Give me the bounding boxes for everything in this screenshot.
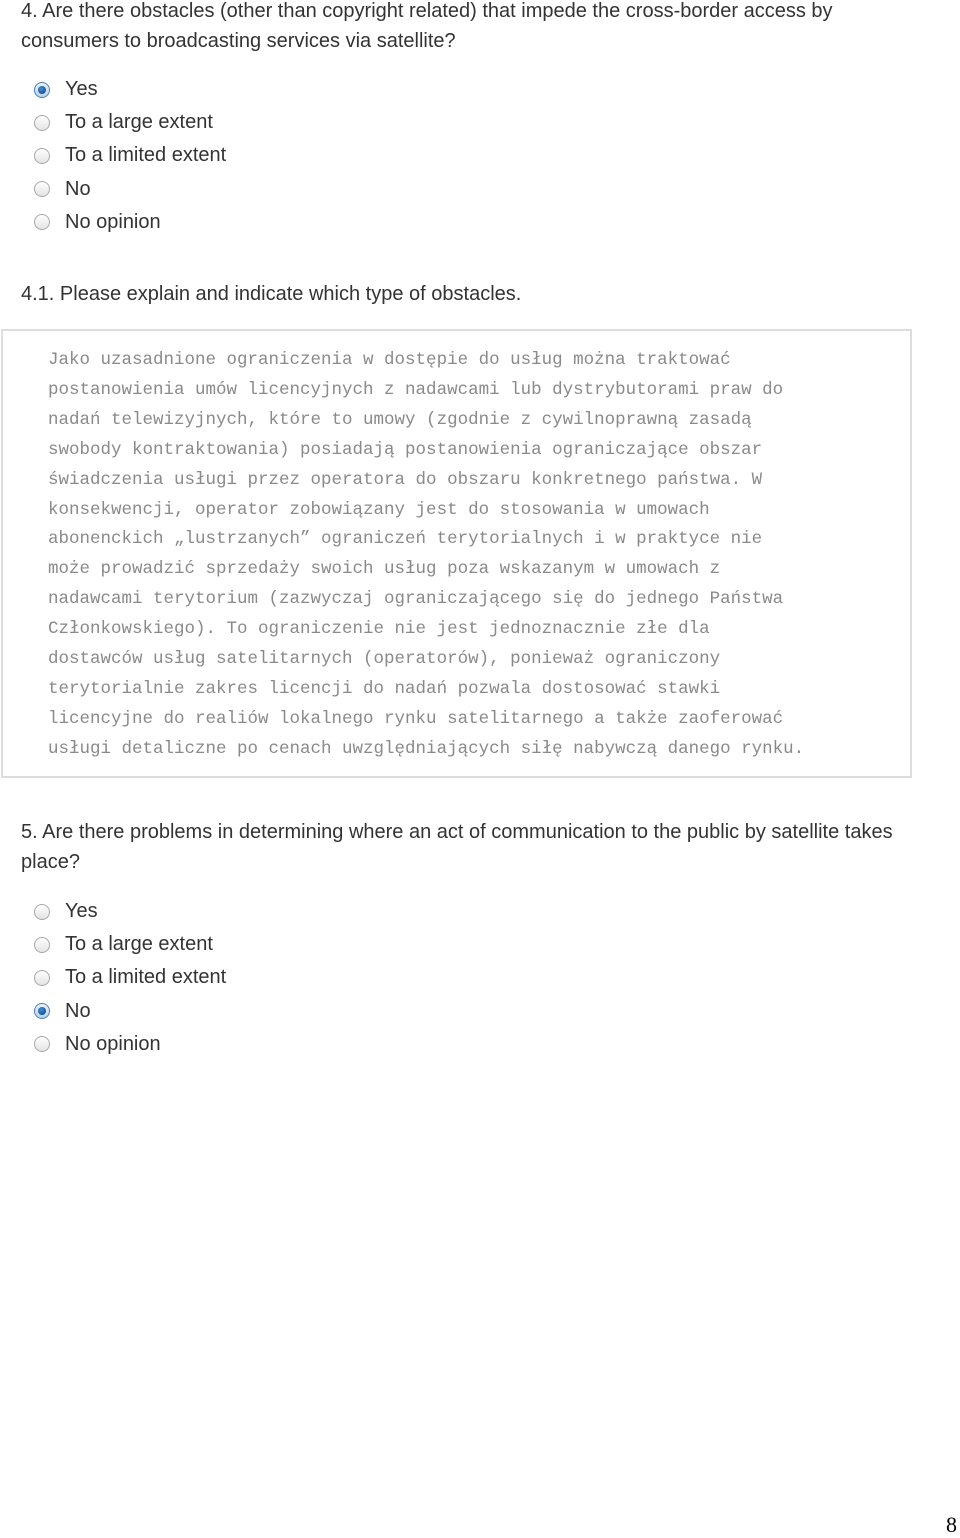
question-5-options [33,895,226,1061]
q4-option-no-opinion[interactable] [33,206,226,239]
q5-option-label: To a limited extent [65,966,227,989]
answer-line: konsekwencji, operator zobowiązany jest do stosowania w umowach [48,499,710,520]
q4-option-no[interactable] [33,173,226,206]
q4-option-label: Yes [65,78,98,101]
answer-line: licencyjne do realiów lokalnego rynku satelitarnego a także zaoferować [48,708,784,729]
answer-line: świadczenia usługi przez operatora do obszaru konkretnego państwa. W [48,469,763,490]
q5-option-yes[interactable] [33,895,226,928]
radio-unchecked-icon[interactable] [34,904,50,920]
answer-line: postanowienia umów licencyjnych z nadawcami lub dystrybutorami praw do [48,379,784,400]
q4-option-label: No [65,177,91,200]
q4-option-label: To a large extent [65,111,213,134]
answer-line: dostawców usług satelitarnych (operatorów), ponieważ ograniczony [48,649,721,670]
q5-option-label: No opinion [65,1032,161,1055]
radio-unchecked-icon[interactable] [34,214,50,230]
q4-option-label: No opinion [65,210,161,233]
answer-line: swobody kontraktowania) posiadają postanowienia ograniczające obszar [48,439,763,460]
radio-unchecked-icon[interactable] [34,181,50,197]
question-4-options [33,73,226,239]
radio-unchecked-icon[interactable] [34,937,50,953]
answer-line: nadawcami terytorium (zazwyczaj ograniczającego się do jednego Państwa [48,589,784,610]
radio-unchecked-icon[interactable] [34,970,50,986]
q5-option-limited-extent[interactable] [33,961,226,994]
q5-option-no[interactable] [33,995,226,1028]
radio-unchecked-icon[interactable] [34,148,50,164]
q5-option-no-opinion[interactable] [33,1028,226,1061]
q4-option-large-extent[interactable] [33,106,226,139]
answer-line: terytorialnie zakres licencji do nadań pozwala dostosować stawki [48,678,721,699]
question-5-text: 5. Are there problems in determining where an act of communication to the public by satellite takes place? [21,821,893,873]
page-number: 8 [946,1512,957,1537]
answer-text [3,331,910,765]
q5-option-label: No [65,999,91,1022]
answer-line: usługi detaliczne po cenach uwzględniających siłę nabywczą danego rynku. [48,738,805,759]
answer-line: nadań telewizyjnych, które to umowy (zgodnie z cywilnoprawną zasadą [48,409,752,430]
radio-checked-icon[interactable] [34,1003,50,1019]
q4-option-label: To a limited extent [65,144,227,167]
answer-textarea[interactable] [1,329,912,778]
q4-option-yes[interactable] [33,73,226,106]
q5-option-label: Yes [65,900,98,923]
q5-option-label: To a large extent [65,933,213,956]
radio-checked-icon[interactable] [34,82,50,98]
answer-line: Członkowskiego). To ograniczenie nie jest jednoznacznie złe dla [48,619,710,640]
q4-option-limited-extent[interactable] [33,139,226,172]
answer-line: może prowadzić sprzedaży swoich usług poza wskazanym w umowach z [48,559,721,580]
answer-line: abonenckich „lustrzanych” ograniczeń terytorialnych i w praktyce nie [48,529,763,550]
question-4-text: 4. Are there obstacles (other than copyright related) that impede the cross-border access by consumers to broadcasting services via satellite? [21,0,833,52]
question-4-1-text: 4.1. Please explain and indicate which type of obstacles. [21,283,522,305]
answer-line: Jako uzasadnione ograniczenia w dostępie do usług można traktować [48,350,731,370]
radio-unchecked-icon[interactable] [34,1036,50,1052]
radio-unchecked-icon[interactable] [34,115,50,131]
q5-option-large-extent[interactable] [33,928,226,961]
